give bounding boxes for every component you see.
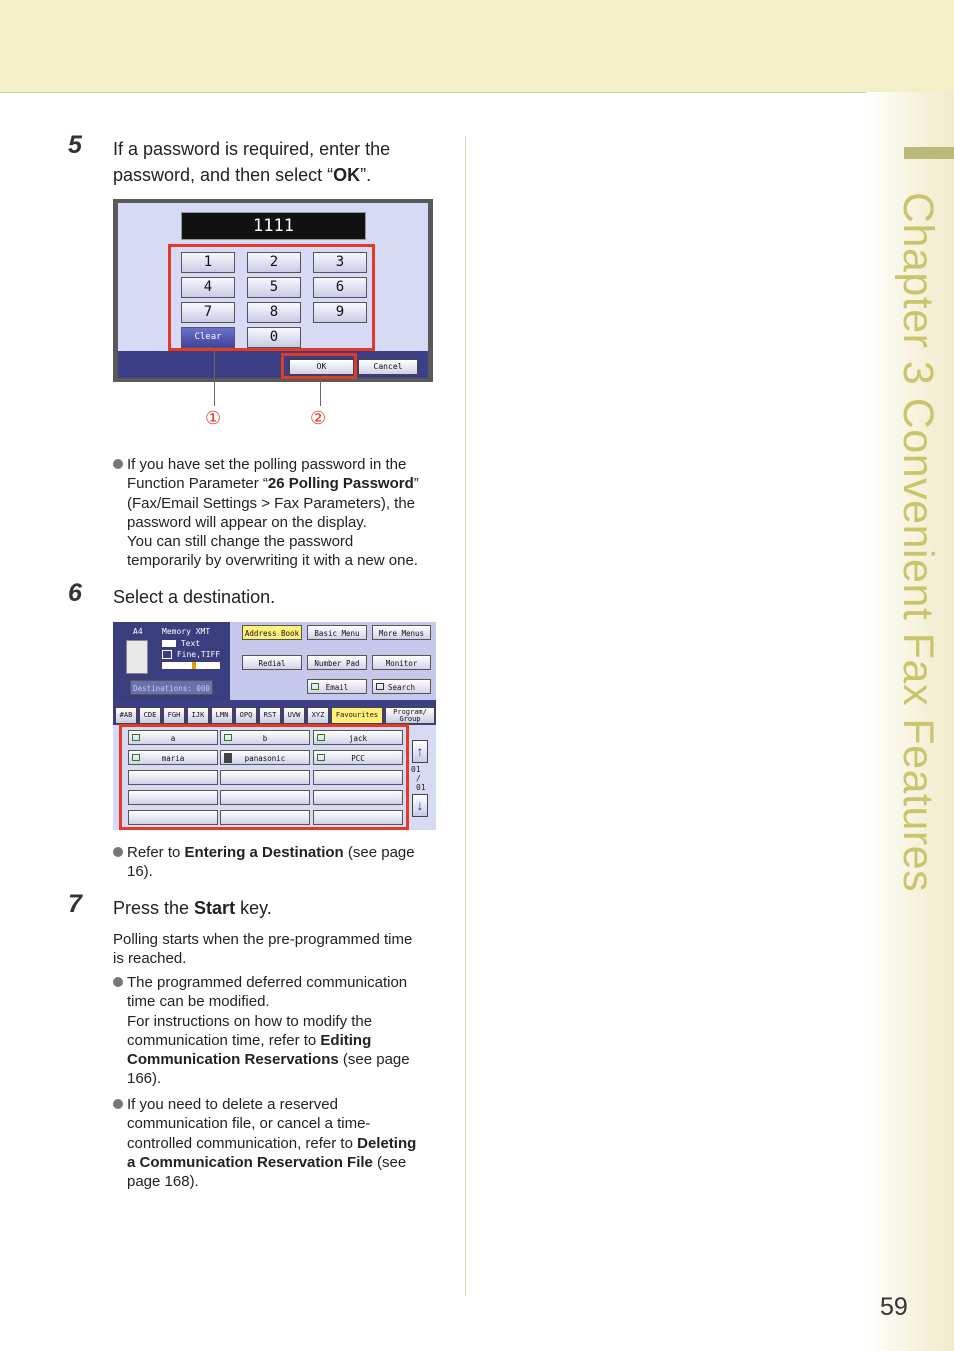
page-total: 01 [416,783,426,792]
chapter-tab-marker [904,147,954,159]
scroll-down-icon[interactable]: ↓ [412,794,428,817]
tab-favourites[interactable]: Favourites [331,707,383,724]
step5-instruction [113,136,453,188]
step5-note-line: If you have set the polling password in the [127,456,407,473]
step7-body-line: is reached. [113,950,187,968]
key-2[interactable]: 2 [247,252,301,273]
basic-menu-button[interactable]: Basic Menu [307,625,367,640]
step7-note2-line: If you need to delete a reserved [127,1096,338,1113]
key-1[interactable]: 1 [181,252,235,273]
more-menus-button[interactable]: More Menus [372,625,431,640]
tab-rst[interactable]: RST [259,707,281,724]
step5-note-line: temporarily by overwriting it with a new one. [127,552,418,570]
step5-note-l2-post: ” [413,475,419,493]
step7-note1-line [127,1031,457,1050]
tab-opq[interactable]: OPQ [235,707,257,724]
scroll-up-icon[interactable]: ↑ [412,740,428,763]
key-6[interactable]: 6 [313,277,367,298]
text-mode [162,639,200,648]
tab-ab[interactable]: #AB [115,707,137,724]
monitor-button[interactable]: Monitor [372,655,431,670]
step5-note-line [127,474,457,493]
contrast-marker [192,662,196,669]
key-0[interactable]: 0 [247,327,301,348]
bullet-icon [113,977,123,987]
step5-note-line: You can still change the password [127,533,354,551]
text-mode-icon [162,640,176,647]
tab-lmn[interactable]: LMN [211,707,233,724]
resolution [162,650,220,659]
key-7[interactable]: 7 [181,302,235,323]
step5-note-line: password will appear on the display. [127,513,367,531]
program-label-1: Program/ [393,708,427,716]
destination-list-highlight [119,724,409,830]
step6-note-link: Entering a Destination [184,844,344,861]
step7-note1-line [127,1050,457,1069]
step6-note-post: (see page [343,844,415,861]
ok-button[interactable]: OK [289,359,354,375]
entry-label: maria [161,754,185,763]
step7-body [113,930,453,969]
ok-highlight [281,353,357,379]
entry-label: jack [348,734,368,743]
bullet-icon [113,847,123,857]
key-8[interactable]: 8 [247,302,301,323]
step7-note-2 [113,1095,457,1191]
chapter-title: Chapter 3 Convenient Fax Features [894,192,942,893]
step7-note2-line: communication file, or cancel a time- [127,1115,371,1133]
bullet-icon [113,459,123,469]
search-icon [376,683,384,690]
resolution-icon [162,650,172,659]
tab-uvw[interactable]: UVW [283,707,305,724]
document-icon [126,640,148,674]
step7-instruction [113,895,272,921]
step5-note-line: (Fax/Email Settings > Fax Parameters), the [127,494,416,512]
callout-1: ① [205,408,222,428]
email-icon [311,683,319,690]
step5-ok-word: OK [333,165,361,185]
email-button[interactable] [307,679,367,694]
step7-note2-l3-bold: Deleting [357,1134,417,1152]
step7-note1-line: The programmed deferred communication [127,974,408,991]
paper-size: A4 [133,627,143,636]
page-number: 59 [880,1293,908,1321]
step7-note1-line: 166). [127,1070,162,1088]
cancel-button[interactable]: Cancel [358,359,418,375]
clear-button[interactable]: Clear [181,327,235,348]
step6-note-line: 16). [127,863,153,881]
step7-note2-line: page 168). [127,1173,199,1191]
step-number-7: 7 [68,890,82,918]
tab-program-group[interactable] [385,707,435,724]
key-4[interactable]: 4 [181,277,235,298]
step7-note1-l5-bold: Communication Reservations [127,1051,339,1069]
callout-2: ② [310,408,327,428]
step5-line2-pre: password, and then select “ [113,165,334,185]
bullet-icon [113,1099,123,1109]
entry-label: panasonic [244,754,286,763]
step7-note2-l4-post: (see [372,1153,407,1171]
destinations-count: Destinations: 000 [130,680,213,695]
step5-line2 [113,162,453,188]
page-separator: / [416,774,421,783]
keypad-highlight [168,244,375,351]
step7-note1-l4-pre: communication time, refer to [127,1031,321,1049]
key-3[interactable]: 3 [313,252,367,273]
address-book-button[interactable]: Address Book [242,625,302,640]
step-number-5: 5 [68,131,82,159]
search-button[interactable] [372,679,431,694]
step7-start-key: Start [194,898,236,918]
entry-label: PCC [351,754,365,763]
step7-note-1 [113,973,457,1089]
step7-note2-l4-bold: a Communication Reservation File [127,1153,373,1171]
step6-note [113,843,457,882]
step6-note-pre: Refer to [127,844,185,861]
step5-note-l2-bold: 26 Polling Password [267,475,414,493]
resolution-label: Fine,TIFF [176,650,221,659]
search-label: Search [387,683,416,692]
key-5[interactable]: 5 [247,277,301,298]
password-display[interactable]: 1111 [181,212,366,240]
step7-note1-line: time can be modified. [127,993,270,1011]
step7-post: key. [235,898,272,918]
key-9[interactable]: 9 [313,302,367,323]
job-info-panel [113,622,230,700]
tab-fgh[interactable]: FGH [163,707,185,724]
step5-note-l2-pre: Function Parameter “ [127,475,268,493]
step7-note2-l3-pre: controlled communication, refer to [127,1134,358,1152]
tab-xyz[interactable]: XYZ [307,707,329,724]
step7-note2-line [127,1134,457,1153]
email-label: Email [325,683,349,692]
program-label-2: Group [399,715,421,723]
contrast-bar [162,662,220,669]
redial-button[interactable]: Redial [242,655,302,670]
transmit-mode: Memory XMT [162,627,211,636]
tab-ijk[interactable]: IJK [187,707,209,724]
page-current: 01 [411,765,421,774]
step-number-6: 6 [68,579,82,607]
step5-line1: If a password is required, enter the [113,139,391,159]
entry-label: b [262,734,268,743]
tab-cde[interactable]: CDE [139,707,161,724]
callout-line-2 [320,379,321,406]
step7-pre: Press the [113,898,195,918]
step6-instruction: Select a destination. [113,587,276,607]
step7-note1-l5-post: (see page [338,1051,410,1069]
step6-note-line [127,843,457,862]
entry-label: a [170,734,176,743]
column-divider [465,136,466,1296]
callout-line-1 [214,351,215,406]
text-mode-label: Text [180,639,201,648]
step7-note2-line [127,1153,457,1172]
step5-line2-post: ”. [360,165,372,185]
step7-note1-l4-bold: Editing [320,1031,372,1049]
number-pad-button[interactable]: Number Pad [307,655,367,670]
step7-note1-line: For instructions on how to modify the [127,1012,373,1030]
step7-body-line: Polling starts when the pre-programmed time [113,931,413,948]
top-banner [0,0,954,93]
step5-note [113,455,457,571]
